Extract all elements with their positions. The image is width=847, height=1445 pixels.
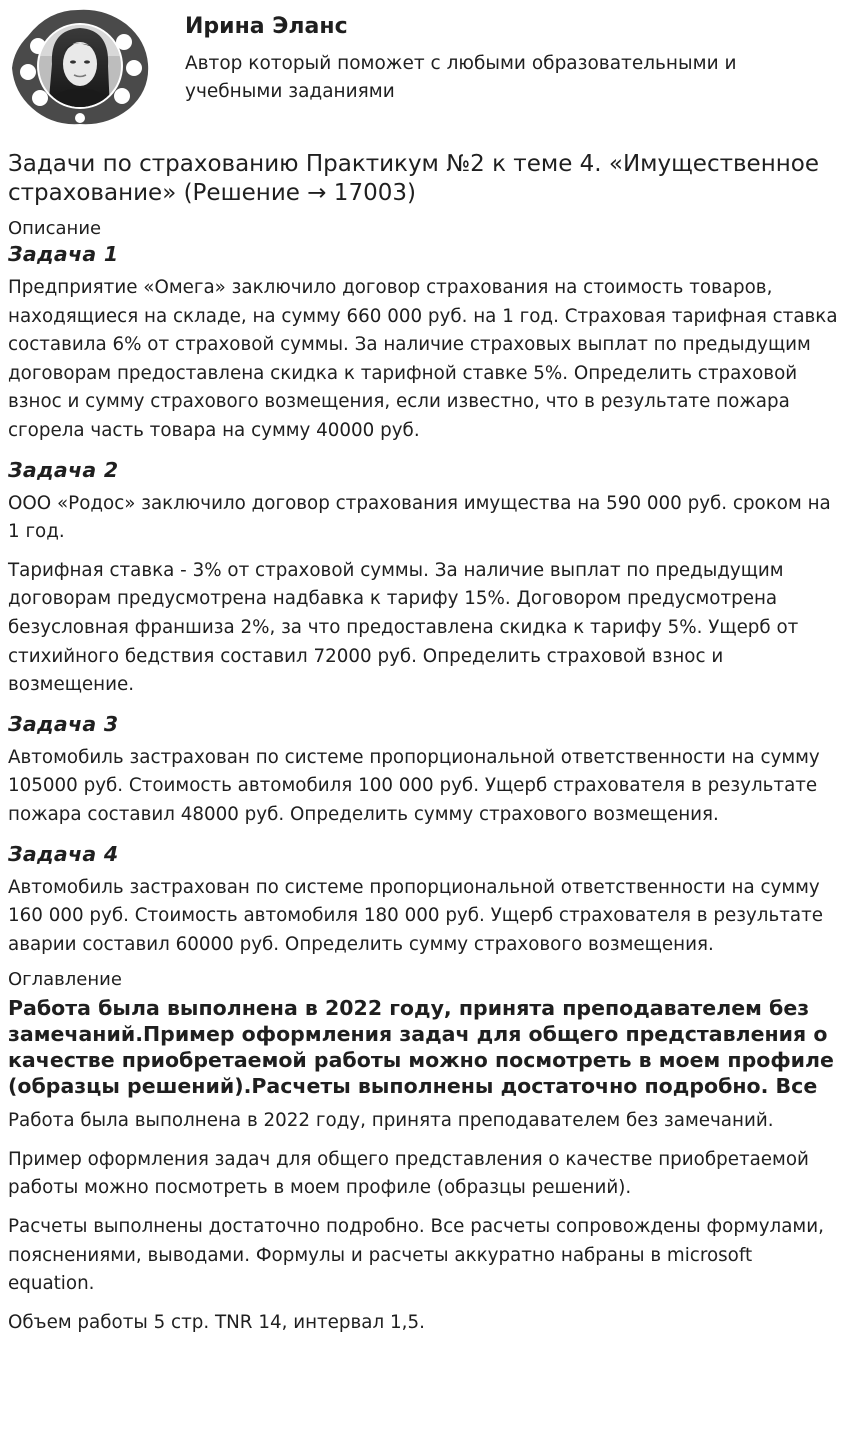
task-paragraph: Автомобиль застрахован по системе пропорциональной ответственности на сумму 105000 руб. Стоимость автомобиля 100 000 руб. Ущерб страхователя в результате пожара составил 48000 руб. Определить сумму страхового возмещения. <box>8 746 820 825</box>
author-description: Автор который поможет с любыми образовательными и учебными заданиями <box>185 53 737 102</box>
author-header <box>8 6 839 128</box>
task-title: Задача 1 <box>8 242 119 266</box>
task-2 <box>8 456 842 700</box>
task-1 <box>8 240 842 446</box>
document-title: Задачи по страхованию Практикум №2 к теме 4. «Имущественное страхование» (Решение → 17003) <box>8 151 820 206</box>
task-paragraph: Предприятие «Омега» заключило договор страхования на стоимость товаров, находящиеся на складе, на сумму 660 000 руб. на 1 год. Страховая тарифная ставка составила 6% от страховой суммы. За наличие страховых выплат по предыдущим договорам предоставлена скидка к тарифной ставке 5%. Определить страховой взнос и сумму страхового возмещения, если известно, что в результате пожара сгорела часть товара на сумму 40000 руб. <box>8 277 838 441</box>
toc-label: Оглавление <box>8 969 122 991</box>
toc-paragraph: Расчеты выполнены достаточно подробно. Все расчеты сопровождены формулами, пояснениями, выводами. Формулы и расчеты аккуратно набраны в microsoft equation. <box>8 1216 824 1295</box>
task-title: Задача 3 <box>8 711 119 736</box>
task-title: Задача 4 <box>8 841 119 866</box>
author-name[interactable]: Ирина Эланс <box>185 14 348 39</box>
task-paragraph: Автомобиль застрахован по системе пропорциональной ответственности на сумму 160 000 руб. Стоимость автомобиля 180 000 руб. Ущерб страхователя в результате аварии составил 60000 руб. Определить сумму страхового возмещения. <box>8 876 823 955</box>
task-3 <box>8 710 842 830</box>
toc-paragraph: Объем работы 5 стр. TNR 14, интервал 1,5. <box>8 1311 425 1333</box>
toc-heading: Работа была выполнена в 2022 году, принята преподавателем без замечаний.Пример оформления задач для общего представления о качестве приобретаемой работы можно посмотреть в моем профиле (образцы решений).Расчеты выполнены достаточно подробно. Все <box>8 996 834 1099</box>
toc-paragraph: Работа была выполнена в 2022 году, принята преподавателем без замечаний. <box>8 1110 774 1132</box>
document-content <box>8 150 842 1347</box>
author-avatar[interactable] <box>8 6 154 126</box>
task-title: Задача 2 <box>8 457 119 482</box>
toc-paragraph: Пример оформления задач для общего представления о качестве приобретаемой работы можно посмотреть в моем профиле (образцы решений). <box>8 1148 809 1199</box>
description-label: Описание <box>8 218 102 239</box>
task-paragraph: Тарифная ставка - 3% от страховой суммы. За наличие выплат по предыдущим договорам предусмотрена надбавка к тарифу 15%. Договором предусмотрена безусловная франшиза 2%, за что предоставлена скидка к тарифу 5%. Ущерб от стихийного бедствия составил 72000 руб. Определить страховой взнос и возмещение. <box>8 559 799 696</box>
task-4 <box>8 840 842 960</box>
task-paragraph: ООО «Родос» заключило договор страхования имущества на 590 000 руб. сроком на 1 год. <box>8 492 831 543</box>
